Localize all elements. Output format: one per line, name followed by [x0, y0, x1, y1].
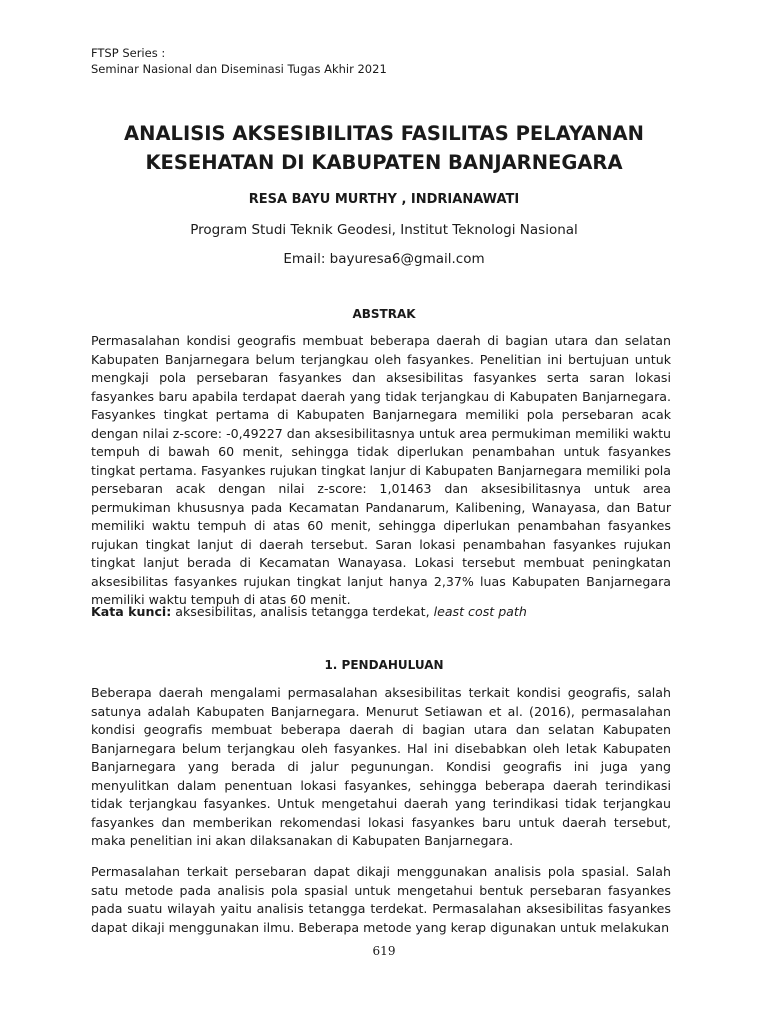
affiliation: Program Studi Teknik Geodesi, Institut Teknologi Nasional	[190, 222, 578, 238]
series-label: FTSP Series :	[91, 46, 166, 60]
section-heading: 1. PENDAHULUAN	[324, 658, 444, 672]
page-number: 619	[372, 944, 396, 958]
keywords-terms: aksesibilitas, analisis tetangga terdekat,	[171, 604, 434, 619]
title-line-1: ANALISIS AKSESIBILITAS FASILITAS PELAYANAN	[124, 122, 644, 145]
intro-paragraph-1: Beberapa daerah mengalami permasalahan aksesibilitas terkait kondisi geografis, salah satunya adalah Kabupaten Banjarnegara. Menurut Setiawan et al. (2016), permasalahan kondisi geografis membuat beberapa daerah di bagian utara dan selatan Kabupaten Banjarnegara belum terjangkau oleh fasyankes. Hal ini disebabkan oleh letak Kabupaten Banjarnegara yang berada di jalur pegunungan. Kondisi geografis ini juga yang menyulitkan dalam penentuan lokasi fasyankes, sehingga beberapa daerah terindikasi tidak terjangkau fasyankes. Untuk mengetahui daerah yang terindikasi tidak terjangkau fasyankes dan memberikan rekomendasi lokasi fasyankes baru untuk daerah tersebut, maka penelitian ini akan dilaksanakan di Kabupaten Banjarnegara.	[91, 685, 671, 848]
authors: RESA BAYU MURTHY , INDRIANAWATI	[248, 192, 520, 207]
abstract-heading: ABSTRAK	[352, 307, 416, 321]
email: Email: bayuresa6@gmail.com	[283, 251, 485, 267]
keywords-italic-term: least cost path	[433, 604, 527, 619]
series-header	[91, 46, 387, 77]
intro-paragraph-2: Permasalahan terkait persebaran dapat dikaji menggunakan analisis pola spasial. Salah satu metode pada analisis pola spasial untuk mengetahui bentuk persebaran fasyankes pada suatu wilayah yaitu analisis tetangga terdekat. Permasalahan aksesibilitas fasyankes dapat dikaji menggunakan ilmu. Beberapa metode yang kerap digunakan untuk melakukan	[91, 864, 671, 935]
seminar-label: Seminar Nasional dan Diseminasi Tugas Akhir 2021	[91, 61, 387, 76]
title-line-2: KESEHATAN DI KABUPATEN BANJARNEGARA	[145, 151, 623, 174]
keywords	[91, 604, 527, 619]
abstract-text: Permasalahan kondisi geografis membuat beberapa daerah di bagian utara dan selatan Kabupaten Banjarnegara belum terjangkau oleh fasyankes. Penelitian ini bertujuan untuk mengkaji pola persebaran fasyankes dan aksesibilitas fasyankes serta saran lokasi fasyankes baru apabila terdapat daerah yang tidak terjangkau di Kabupaten Banjarnegara. Fasyankes tingkat pertama di Kabupaten Banjarnegara memiliki pola persebaran acak dengan nilai z-score: -0,49227 dan aksesibilitasnya untuk area permukiman memiliki waktu tempuh di bawah 60 menit, sehingga tidak diperlukan penambahan untuk fasyankes tingkat pertama. Fasyankes rujukan tingkat lanjur di Kabupaten Banjarnegara memiliki pola persebaran acak dengan nilai z-score: 1,01463 dan aksesibilitasnya untuk area permukiman khususnya pada Kecamatan Pandanarum, Kalibening, Wanayasa, dan Batur memiliki waktu tempuh di atas 60 menit, sehingga diperlukan penambahan fasyankes rujukan tingkat lanjut di daerah tersebut. Saran lokasi penambahan fasyankes rujukan tingkat lanjut berada di Kecamatan Wanayasa. Lokasi tersebut membuat peningkatan aksesibilitas fasyankes rujukan tingkat lanjut hanya 2,37% luas Kabupaten Banjarnegara memiliki waktu tempuh di atas 60 menit.	[91, 333, 671, 607]
paper-title	[60, 119, 708, 177]
keywords-label: Kata kunci:	[91, 604, 172, 619]
